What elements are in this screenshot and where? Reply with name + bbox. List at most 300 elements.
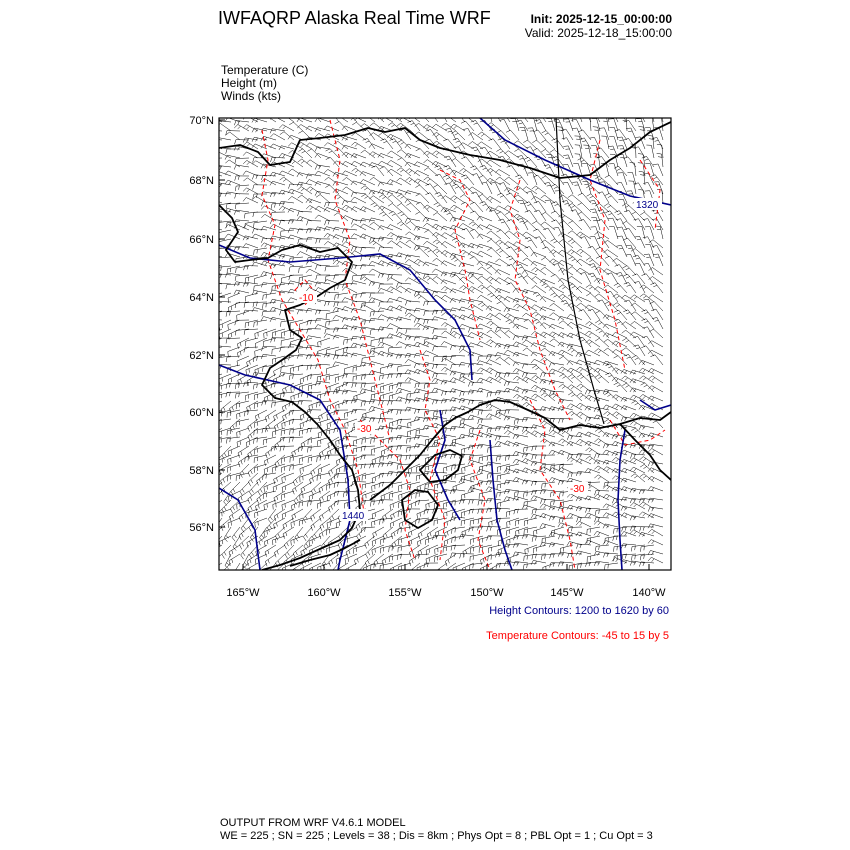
wind-barb (398, 212, 411, 221)
wind-barb (648, 295, 663, 302)
wind-barb (478, 419, 492, 424)
wind-barb (541, 267, 555, 275)
wind-barb (333, 189, 348, 194)
wind-barb (450, 233, 465, 239)
wind-barb (230, 419, 240, 432)
wind-barb (414, 226, 429, 230)
init-time: Init: 2025-12-15_00:00:00 (530, 12, 672, 26)
wind-barb (207, 226, 222, 230)
lat-label: 68°N (189, 175, 214, 187)
wind-barb (513, 426, 528, 431)
wind-barb (396, 283, 411, 288)
wind-barb (525, 237, 537, 248)
wind-barb (604, 392, 618, 401)
wind-barb (463, 129, 474, 141)
wind-barb (534, 527, 546, 536)
wind-barb (417, 563, 429, 573)
wind-barb (207, 189, 222, 194)
wind-barb (228, 455, 240, 464)
wind-barb (541, 358, 556, 366)
wind-barb (649, 277, 664, 285)
wind-barb (315, 182, 330, 186)
wind-barb (468, 382, 483, 387)
wind-barb (266, 446, 277, 458)
wind-barb (585, 406, 600, 410)
wind-barb (423, 217, 438, 221)
wind-barb (293, 473, 303, 486)
wind-barb (433, 132, 447, 140)
wind-barb (604, 204, 618, 213)
wind-barb (515, 248, 529, 257)
wind-barb (213, 527, 222, 541)
wind-barb (452, 500, 466, 507)
wind-barb (396, 388, 411, 392)
wind-barb (396, 354, 411, 359)
wind-barb (515, 518, 528, 526)
wind-barb (372, 473, 384, 483)
wind-barb (558, 562, 573, 567)
wind-barb (334, 195, 348, 203)
wind-barb (315, 227, 330, 231)
wind-barb (490, 563, 501, 574)
wind-barb (480, 563, 492, 574)
wind-barb (333, 235, 348, 240)
wind-barb (522, 313, 537, 320)
wind-barb (255, 410, 267, 421)
wind-barb (306, 269, 321, 275)
wind-barb (414, 318, 429, 323)
wind-barb (273, 329, 286, 338)
wind-barb (319, 482, 330, 494)
wind-barb (233, 536, 240, 551)
wind-barb (633, 255, 645, 266)
wind-barb (540, 388, 555, 392)
wind-barb (234, 220, 249, 225)
wind-barb (218, 230, 231, 238)
wind-barb (504, 430, 519, 437)
wind-barb (603, 450, 618, 455)
wind-barb (396, 286, 411, 293)
wind-barb (279, 283, 294, 288)
wind-barb (290, 365, 303, 373)
wind-barb (441, 295, 456, 302)
wind-barb (351, 224, 366, 230)
wind-barb (541, 140, 555, 149)
wind-barb (361, 320, 375, 326)
wind-barb (628, 173, 637, 186)
wind-barb (513, 469, 528, 473)
wind-barb (391, 509, 402, 520)
wind-barb (300, 464, 312, 474)
wind-barb (605, 211, 618, 221)
wind-barb (333, 362, 348, 366)
wind-barb (307, 221, 322, 226)
wind-barb (540, 513, 555, 518)
wind-barb (524, 554, 537, 561)
wind-barb (532, 140, 546, 149)
wind-barb (576, 459, 591, 464)
wind-barb (567, 454, 582, 459)
wind-barb (432, 224, 447, 230)
wind-barb (513, 369, 528, 375)
wind-barb (594, 551, 609, 556)
wind-barb (460, 419, 474, 425)
wind-barb (628, 109, 636, 122)
wind-barb (372, 482, 384, 491)
wind-barb (213, 509, 222, 523)
wind-barb (515, 112, 528, 122)
wind-barb (435, 174, 447, 185)
wind-barb (478, 509, 492, 514)
wind-barb (450, 407, 465, 411)
wind-barb (216, 138, 231, 143)
wind-barb (225, 171, 240, 176)
wind-barb (432, 472, 447, 477)
wind-barb (604, 339, 618, 347)
wind-barb (648, 524, 663, 528)
wind-barb (396, 297, 411, 302)
wind-barb (495, 270, 510, 276)
wind-barb (550, 500, 564, 506)
wind-barb (261, 206, 276, 212)
wind-barb (261, 214, 276, 221)
wind-barb (390, 563, 402, 574)
wind-barb (415, 248, 429, 257)
wind-barb (410, 563, 420, 576)
wind-barb (236, 266, 249, 273)
wind-barb (288, 189, 303, 194)
wind-barb (406, 221, 420, 230)
wind-barb (351, 281, 366, 285)
wind-barb (207, 281, 222, 285)
wind-barb (297, 252, 312, 258)
wind-barb (214, 464, 222, 478)
wind-barb (576, 471, 591, 476)
wind-barb (262, 346, 277, 351)
wind-barb (273, 536, 285, 545)
wind-barb (262, 311, 276, 316)
wind-barb (507, 527, 519, 536)
wind-barb (468, 287, 483, 294)
wind-barb (380, 167, 393, 177)
lon-label: 150°W (470, 587, 504, 599)
wind-barb (307, 365, 321, 370)
wind-barb (255, 329, 267, 339)
wind-barb (315, 165, 330, 170)
west-coast (219, 205, 360, 570)
wind-barb (300, 320, 312, 329)
wind-barb (324, 233, 339, 239)
wind-barb (246, 392, 259, 401)
wind-barb (486, 360, 501, 365)
wind-barb (414, 363, 429, 368)
wind-barb (605, 536, 618, 543)
wind-barb (576, 360, 591, 365)
wind-barb (268, 509, 276, 523)
wind-barb (558, 278, 573, 284)
wind-barb (603, 460, 618, 464)
wind-barb (523, 140, 537, 149)
wind-barb (272, 347, 285, 354)
wind-barb (477, 388, 492, 392)
wind-barb (516, 527, 528, 536)
lon-label: 165°W (226, 587, 260, 599)
wind-barb (423, 326, 438, 330)
wind-barb (568, 276, 582, 284)
wind-barb (459, 479, 474, 483)
wind-barb (315, 318, 330, 323)
wind-barb (388, 195, 402, 203)
wind-barb (213, 491, 222, 504)
wind-barb (559, 419, 574, 424)
wind-barb (626, 128, 636, 140)
wind-barb (234, 290, 249, 294)
wind-barb (470, 211, 483, 221)
wind-barb (532, 455, 546, 460)
wind-barb (388, 437, 402, 443)
wind-barb (432, 336, 447, 341)
wind-barb (243, 171, 258, 176)
wind-barb (624, 120, 636, 131)
wind-barb (405, 153, 420, 158)
temperature-contour-label: -30 (357, 424, 372, 435)
wind-barb (612, 404, 627, 410)
wind-barb (505, 330, 519, 338)
wind-barb (333, 308, 348, 312)
wind-barb (468, 343, 483, 347)
wind-barb (495, 436, 510, 441)
wind-barb (288, 184, 303, 189)
wind-barb (324, 207, 339, 212)
wind-barb (639, 532, 654, 536)
wind-barb (441, 233, 456, 239)
wind-barb (507, 536, 519, 545)
wind-barb (279, 201, 294, 206)
wind-barb (445, 563, 456, 575)
wind-barb (423, 397, 438, 401)
wind-barb (235, 203, 249, 209)
wind-barb (213, 536, 222, 550)
wind-barb (361, 186, 375, 194)
wind-barb (215, 518, 222, 533)
footer-model: OUTPUT FROM WRF V4.6.1 MODEL (220, 817, 406, 829)
wind-barb (450, 180, 465, 185)
wind-barb (432, 400, 447, 405)
wind-barb (226, 356, 240, 362)
wind-barb (594, 278, 609, 284)
wind-barb (505, 410, 519, 415)
wind-barb (568, 250, 583, 257)
wind-barb (406, 329, 420, 334)
wind-barb (568, 203, 582, 212)
wind-barb (291, 392, 303, 402)
wind-barb (506, 509, 519, 517)
wind-barb (243, 178, 258, 185)
wind-barb (416, 202, 429, 212)
wind-barb (396, 190, 411, 194)
wind-barb (531, 331, 546, 338)
wind-barb (505, 357, 519, 365)
wind-barb (405, 199, 420, 203)
wind-barb (477, 295, 492, 302)
wind-barb (415, 294, 429, 302)
wind-barb (504, 242, 519, 249)
wind-barb (243, 225, 258, 231)
wind-barb (279, 146, 294, 150)
wind-barb (306, 160, 321, 167)
wind-barb (311, 464, 321, 477)
wind-barb (397, 383, 411, 388)
wind-barb (390, 392, 402, 401)
wind-barb (342, 171, 357, 176)
wind-barb (441, 241, 456, 248)
wind-barb (342, 201, 357, 206)
wind-barb (315, 265, 330, 270)
wind-barb (609, 164, 618, 176)
wind-barb (360, 180, 375, 186)
wind-barb (342, 187, 357, 194)
wind-barb (450, 170, 465, 176)
wind-barb (549, 259, 564, 266)
wind-barb (433, 373, 448, 378)
wind-barb (496, 248, 510, 257)
wind-barb (414, 162, 429, 167)
wind-barb (477, 341, 492, 347)
wind-barb (406, 203, 420, 212)
wind-barb (523, 491, 537, 498)
wind-barb (211, 563, 222, 574)
wind-barb (522, 373, 537, 378)
wind-barb (630, 561, 645, 566)
wind-barb (432, 124, 447, 131)
wind-barb (514, 232, 529, 239)
wind-barb (342, 390, 357, 395)
wind-barb (240, 482, 249, 496)
wind-barb (243, 152, 258, 158)
wind-barb (408, 121, 420, 131)
wind-barb (372, 446, 385, 455)
wind-barb (289, 266, 303, 272)
wind-barb (333, 243, 348, 248)
wind-barb (648, 376, 663, 383)
wind-barb (306, 174, 321, 179)
wind-barb (363, 491, 375, 500)
wind-barb (417, 509, 429, 519)
wind-barb (531, 196, 546, 203)
wind-barb (236, 473, 249, 481)
temperature-contour-label: -10 (299, 293, 314, 304)
wind-barb (334, 302, 348, 307)
wind-barb (228, 320, 240, 330)
wind-barb (549, 532, 564, 536)
wind-barb (342, 161, 357, 167)
wind-barb (271, 203, 285, 209)
wind-barb (646, 145, 654, 158)
wind-barb (522, 340, 537, 347)
wind-barb (270, 192, 285, 197)
wind-barb (270, 317, 285, 322)
wind-barb (279, 190, 294, 194)
wind-barb (603, 524, 618, 528)
wind-barb (363, 138, 375, 149)
wind-barb (568, 374, 582, 383)
wind-barb (270, 144, 285, 149)
wind-barb (472, 111, 483, 122)
wind-barb (378, 463, 393, 468)
wind-barb (336, 347, 348, 356)
wind-barb (387, 160, 402, 167)
wind-barb (243, 116, 258, 122)
wind-barb (459, 334, 474, 338)
wind-barb (264, 500, 276, 510)
wind-barb (360, 389, 375, 393)
wind-barb (567, 542, 582, 546)
wind-barb (486, 160, 501, 167)
wind-barb (342, 145, 357, 149)
height-contour-label: 1320 (636, 200, 659, 211)
wind-barb (273, 500, 285, 510)
wind-barb (495, 376, 510, 383)
wind-barb (405, 218, 420, 223)
wind-barb (360, 207, 375, 213)
wind-barb (336, 374, 349, 383)
wind-barb (605, 364, 618, 374)
wind-barb (624, 300, 636, 311)
wind-barb (207, 207, 222, 212)
wind-barb (240, 536, 250, 549)
wind-barb (236, 419, 249, 427)
wind-barb (640, 474, 654, 482)
wind-barb (477, 368, 492, 374)
wind-barb (617, 227, 627, 239)
wind-barb (496, 240, 510, 248)
wind-barb (295, 527, 303, 541)
wind-barb (604, 482, 618, 487)
wind-barb (495, 278, 510, 284)
wind-barb (226, 132, 240, 140)
wind-barb (595, 375, 609, 384)
wind-barb (326, 320, 340, 327)
wind-barb (423, 369, 438, 374)
wind-barb (244, 266, 259, 271)
wind-barb (351, 308, 366, 312)
wind-barb (343, 347, 357, 353)
wind-barb (389, 383, 402, 391)
wind-barb (525, 545, 537, 555)
wind-barb (380, 365, 393, 373)
wind-barb (495, 412, 510, 419)
wind-barb (381, 383, 393, 392)
wind-barb (459, 263, 474, 267)
wind-barb (442, 196, 457, 203)
wind-barb (214, 455, 222, 469)
wind-barb (648, 507, 663, 512)
wind-barb (325, 275, 339, 281)
wind-barb (630, 388, 645, 392)
wind-barb (541, 195, 555, 203)
wind-barb (532, 509, 546, 514)
southeast-coast (620, 424, 671, 480)
wind-barb (387, 225, 402, 231)
wind-barb (414, 259, 429, 266)
wind-barb (528, 128, 537, 140)
wind-barb (370, 133, 385, 140)
wind-barb (595, 545, 609, 551)
wind-barb (495, 206, 510, 212)
wind-barb (487, 428, 501, 433)
wind-barb (648, 433, 663, 437)
wind-barb (623, 266, 636, 275)
